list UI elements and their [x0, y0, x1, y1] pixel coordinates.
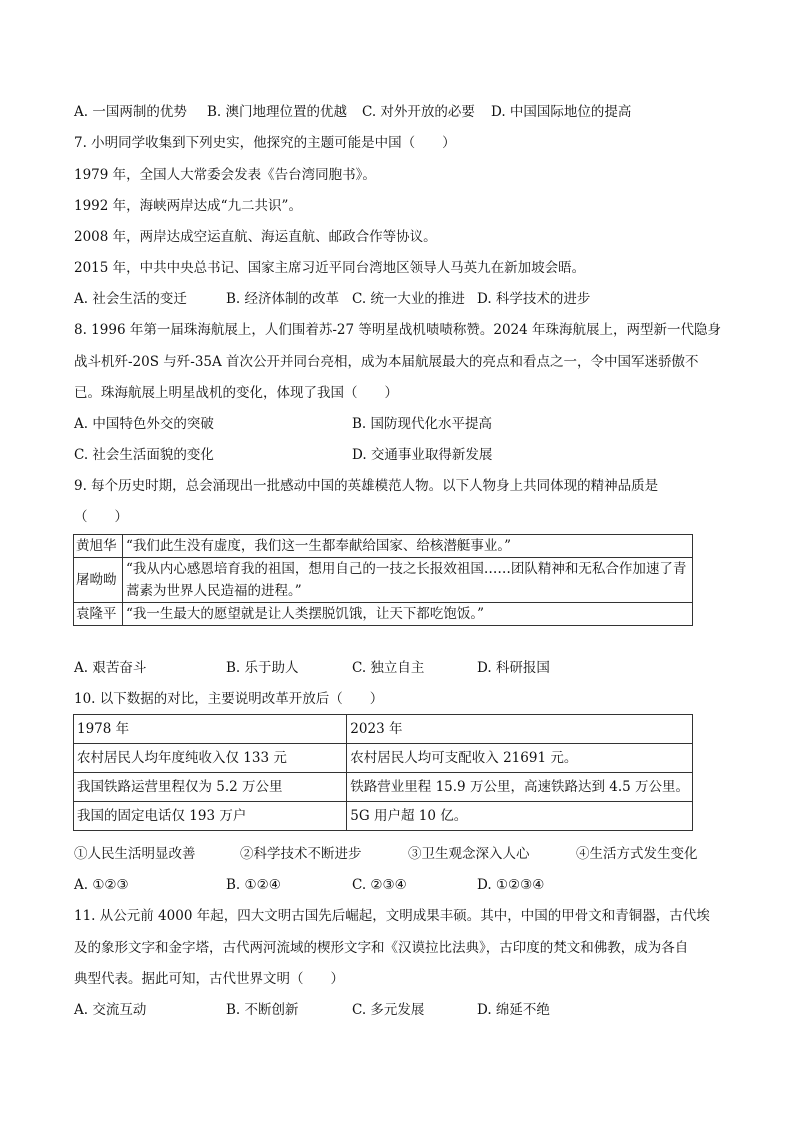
q10-cell: 农村居民人均年度纯收入仅 133 元 [74, 744, 347, 773]
q6-options [74, 102, 734, 122]
q9-person-name: 屠呦呦 [74, 558, 123, 603]
q7-stem: 7. 小明同学收集到下列史实，他探究的主题可能是中国（ ） [74, 135, 456, 151]
q10-cell: 我国的固定电话仅 193 万户 [74, 802, 347, 831]
q6-option-d: D. 中国国际地位的提高 [491, 104, 632, 120]
q8-stem-line-2: 战斗机歼-20S 与歼-35A 首次公开并同台亮相，成为本届航展最大的亮点和看点之一，令中国军迷骄傲不 [74, 354, 699, 370]
q7-option-c: C. 统一大业的推进 [352, 291, 465, 307]
q11-options [74, 1000, 734, 1020]
q8-stem-line-1: 8. 1996 年第一届珠海航展上，人们围着苏-27 等明星战机啧啧称赞。2024 年珠海航展上，两型新一代隐身 [74, 322, 721, 338]
q7-option-b: B. 经济体制的改革 [226, 291, 340, 307]
q11-option-b: B. 不断创新 [226, 1002, 299, 1018]
table-row [74, 603, 693, 626]
q11-stem-line-1: 11. 从公元前 4000 年起，四大文明古国先后崛起，文明成果丰硕。其中，中国的甲骨文和青铜器，古代埃 [74, 908, 710, 924]
q7-fact-3: 2008 年，两岸达成空运直航、海运直航、邮政合作等协议。 [74, 229, 437, 245]
q9-person-quote: “我从内心感恩培育我的祖国，想用自己的一技之长报效祖国……团队精神和无私合作加速了青蒿素为世界人民造福的进程。” [123, 558, 693, 603]
q9-person-quote: “我们此生没有虚度，我们这一生都奉献给国家、给核潜艇事业。” [123, 535, 693, 558]
q10-statement-2: ②科学技术不断进步 [240, 846, 362, 862]
q9-paren: （ ） [74, 509, 128, 525]
q10-header-2023: 2023 年 [347, 715, 693, 744]
q10-statement-4: ④生活方式发生变化 [576, 846, 698, 862]
q10-option-a: A. ①②③ [74, 877, 129, 893]
q10-stem: 10. 以下数据的对比，主要说明改革开放后（ ） [74, 691, 384, 707]
q7-fact-2: 1992 年，海峡两岸达成“九二共识”。 [74, 198, 302, 214]
q10-header-1978: 1978 年 [74, 715, 347, 744]
q9-stem: 9. 每个历史时期，总会涌现出一批感动中国的英雄模范人物。以下人物身上共同体现的精神品质是 [74, 478, 659, 494]
q7-fact-4: 2015 年，中共中央总书记、国家主席习近平同台湾地区领导人马英九在新加坡会晤。 [74, 260, 586, 276]
q10-option-b: B. ①②④ [226, 877, 281, 893]
table-row [74, 773, 693, 802]
q11-option-c: C. 多元发展 [352, 1002, 425, 1018]
q10-table [73, 714, 693, 831]
q9-options [74, 658, 734, 678]
q6-option-c: C. 对外开放的必要 [362, 104, 475, 120]
q11-option-d: D. 绵延不绝 [477, 1002, 550, 1018]
q10-option-c: C. ②③④ [352, 877, 407, 893]
q10-statement-1: ①人民生活明显改善 [74, 846, 196, 862]
q8-stem-line-3: 已。珠海航展上明星战机的变化，体现了我国（ ） [74, 385, 398, 401]
q9-option-c: C. 独立自主 [352, 660, 425, 676]
q11-stem-line-3: 典型代表。据此可知，古代世界文明（ ） [74, 971, 344, 987]
q10-statements [74, 844, 734, 864]
q10-cell: 5G 用户超 10 亿。 [347, 802, 693, 831]
q8-options-row-2 [74, 445, 734, 465]
q11-stem-line-2: 及的象形文字和金字塔，古代两河流域的楔形文字和《汉谟拉比法典》，古印度的梵文和佛教，成为各自 [74, 940, 689, 956]
q9-table [73, 534, 693, 626]
q10-cell: 农村居民人均可支配收入 21691 元。 [347, 744, 693, 773]
q8-options-row-1 [74, 414, 734, 434]
q8-option-c: C. 社会生活面貌的变化 [74, 447, 214, 463]
q10-cell: 我国铁路运营里程仅为 5.2 万公里 [74, 773, 347, 802]
table-row [74, 802, 693, 831]
table-row [74, 744, 693, 773]
q10-option-d: D. ①②③④ [477, 877, 545, 893]
q7-option-a: A. 社会生活的变迁 [74, 291, 187, 307]
q11-option-a: A. 交流互动 [74, 1002, 147, 1018]
q6-option-a: A. 一国两制的优势 [74, 104, 187, 120]
q10-statement-3: ③卫生观念深入人心 [408, 846, 530, 862]
q8-option-b: B. 国防现代化水平提高 [352, 416, 493, 432]
q9-person-quote: “我一生最大的愿望就是让人类摆脱饥饿，让天下都吃饱饭。” [123, 603, 693, 626]
q9-option-b: B. 乐于助人 [226, 660, 299, 676]
q8-option-a: A. 中国特色外交的突破 [74, 416, 214, 432]
table-row [74, 558, 693, 603]
q7-option-d: D. 科学技术的进步 [477, 291, 591, 307]
q7-options [74, 289, 734, 309]
q9-option-a: A. 艰苦奋斗 [74, 660, 147, 676]
q9-person-name: 袁隆平 [74, 603, 123, 626]
q10-options [74, 875, 734, 895]
q6-option-b: B. 澳门地理位置的优越 [207, 104, 348, 120]
q8-option-d: D. 交通事业取得新发展 [352, 447, 493, 463]
table-row [74, 535, 693, 558]
q9-person-name: 黄旭华 [74, 535, 123, 558]
q10-cell: 铁路营业里程 15.9 万公里，高速铁路达到 4.5 万公里。 [347, 773, 693, 802]
table-header-row [74, 715, 693, 744]
q7-fact-1: 1979 年，全国人大常委会发表《告台湾同胞书》。 [74, 167, 376, 183]
q9-option-d: D. 科研报国 [477, 660, 550, 676]
